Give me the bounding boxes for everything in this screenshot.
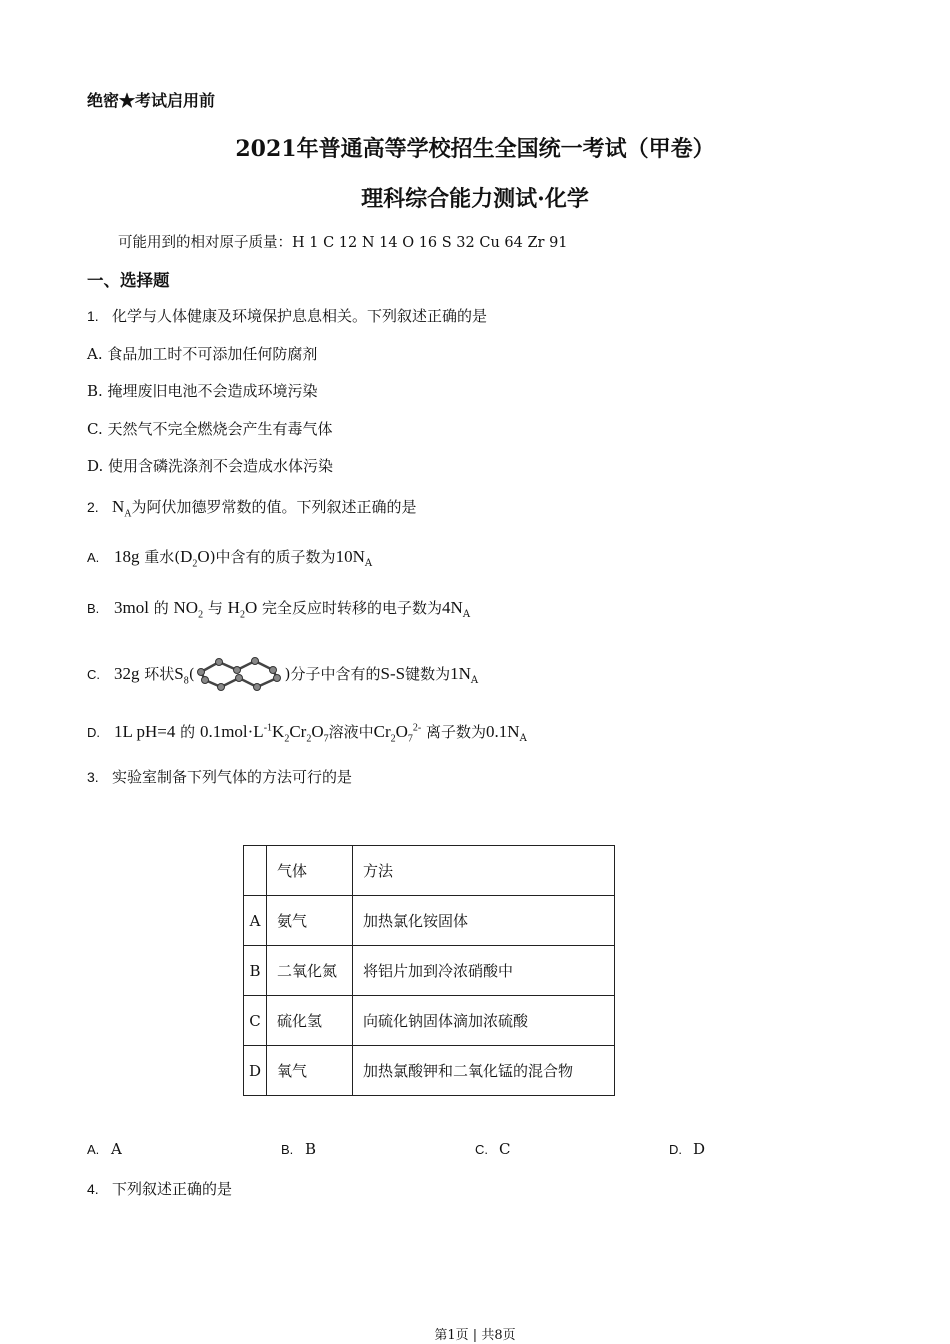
secret-notice: 绝密★考试启用前 (87, 91, 216, 110)
question-number: 3. (87, 769, 99, 785)
q2-option-c: C. 32g 环状$S_8$( )分子中含有的S-S键数为$1N_A$ (87, 656, 478, 694)
table-row: B 二氧化氮 将铝片加到冷浓硝酸中 (244, 946, 615, 996)
q2-option-b: B. 3mol 的 $NO_2$ 与 $H_2O$ 完全反应时转移的电子数为$4N_A$ (87, 598, 471, 621)
question-stem: 为阿伏加德罗常数的值。下列叙述正确的是 (131, 498, 417, 516)
q2-option-a: A. 18g 重水$(D_2O)$中含有的质子数为$10N_A$ (87, 547, 373, 570)
table-row: C 硫化氢 向硫化钠固体滴加浓硫酸 (244, 996, 615, 1046)
q3-choice-c: C. C (475, 1140, 511, 1158)
q3-choice-a: A. A (87, 1140, 122, 1158)
s8-ring-molecule-icon (195, 656, 285, 694)
atomic-masses: 可能用到的相对原子质量：H 1 C 12 N 14 O 16 S 32 Cu 64 Zr 91 (118, 235, 568, 251)
section-title: 一、选择题 (87, 271, 170, 290)
table-row: D 氧气 加热氯酸钾和二氧化锰的混合物 (244, 1046, 615, 1096)
exam-title: 2021年普通高等学校招生全国统一考试（甲卷） (235, 136, 715, 162)
page-footer: 第1页 | 共8页 (434, 1328, 516, 1343)
question-3 (87, 766, 352, 787)
q3-choice-b: B. B (281, 1140, 317, 1158)
question-stem: 化学与人体健康及环境保护息息相关。下列叙述正确的是 (112, 307, 488, 325)
question-2 (87, 496, 417, 519)
table-header-row: 气体 方法 (244, 846, 615, 896)
q1-option-b: B. 掩埋废旧电池不会造成环境污染 (87, 382, 318, 400)
exam-subtitle: 理科综合能力测试·化学 (361, 186, 589, 212)
question-4 (87, 1178, 232, 1199)
question-number: 1. (87, 308, 99, 324)
question-number: 2. (87, 499, 99, 515)
q1-option-c: C. 天然气不完全燃烧会产生有毒气体 (87, 420, 333, 438)
na-symbol: $N_A$ (112, 497, 132, 520)
question-stem: 实验室制备下列气体的方法可行的是 (112, 768, 353, 786)
question-stem: 下列叙述正确的是 (112, 1180, 233, 1198)
gas-method-table (243, 845, 615, 1096)
question-number: 4. (87, 1181, 99, 1197)
q1-option-a: A. 食品加工时不可添加任何防腐剂 (87, 345, 318, 363)
question-1 (87, 305, 487, 326)
q2-option-d: D. 1L pH=4 的 $0.1mol\cdot L^{-1}K_2Cr_2O_7$溶液中$Cr_2O_7^{2-}$ 离子数为$0.1N_A$ (87, 722, 527, 745)
table-row: A 氨气 加热氯化铵固体 (244, 896, 615, 946)
q1-option-d: D. 使用含磷洗涤剂不会造成水体污染 (87, 457, 334, 475)
q3-choice-d: D. D (669, 1140, 706, 1158)
